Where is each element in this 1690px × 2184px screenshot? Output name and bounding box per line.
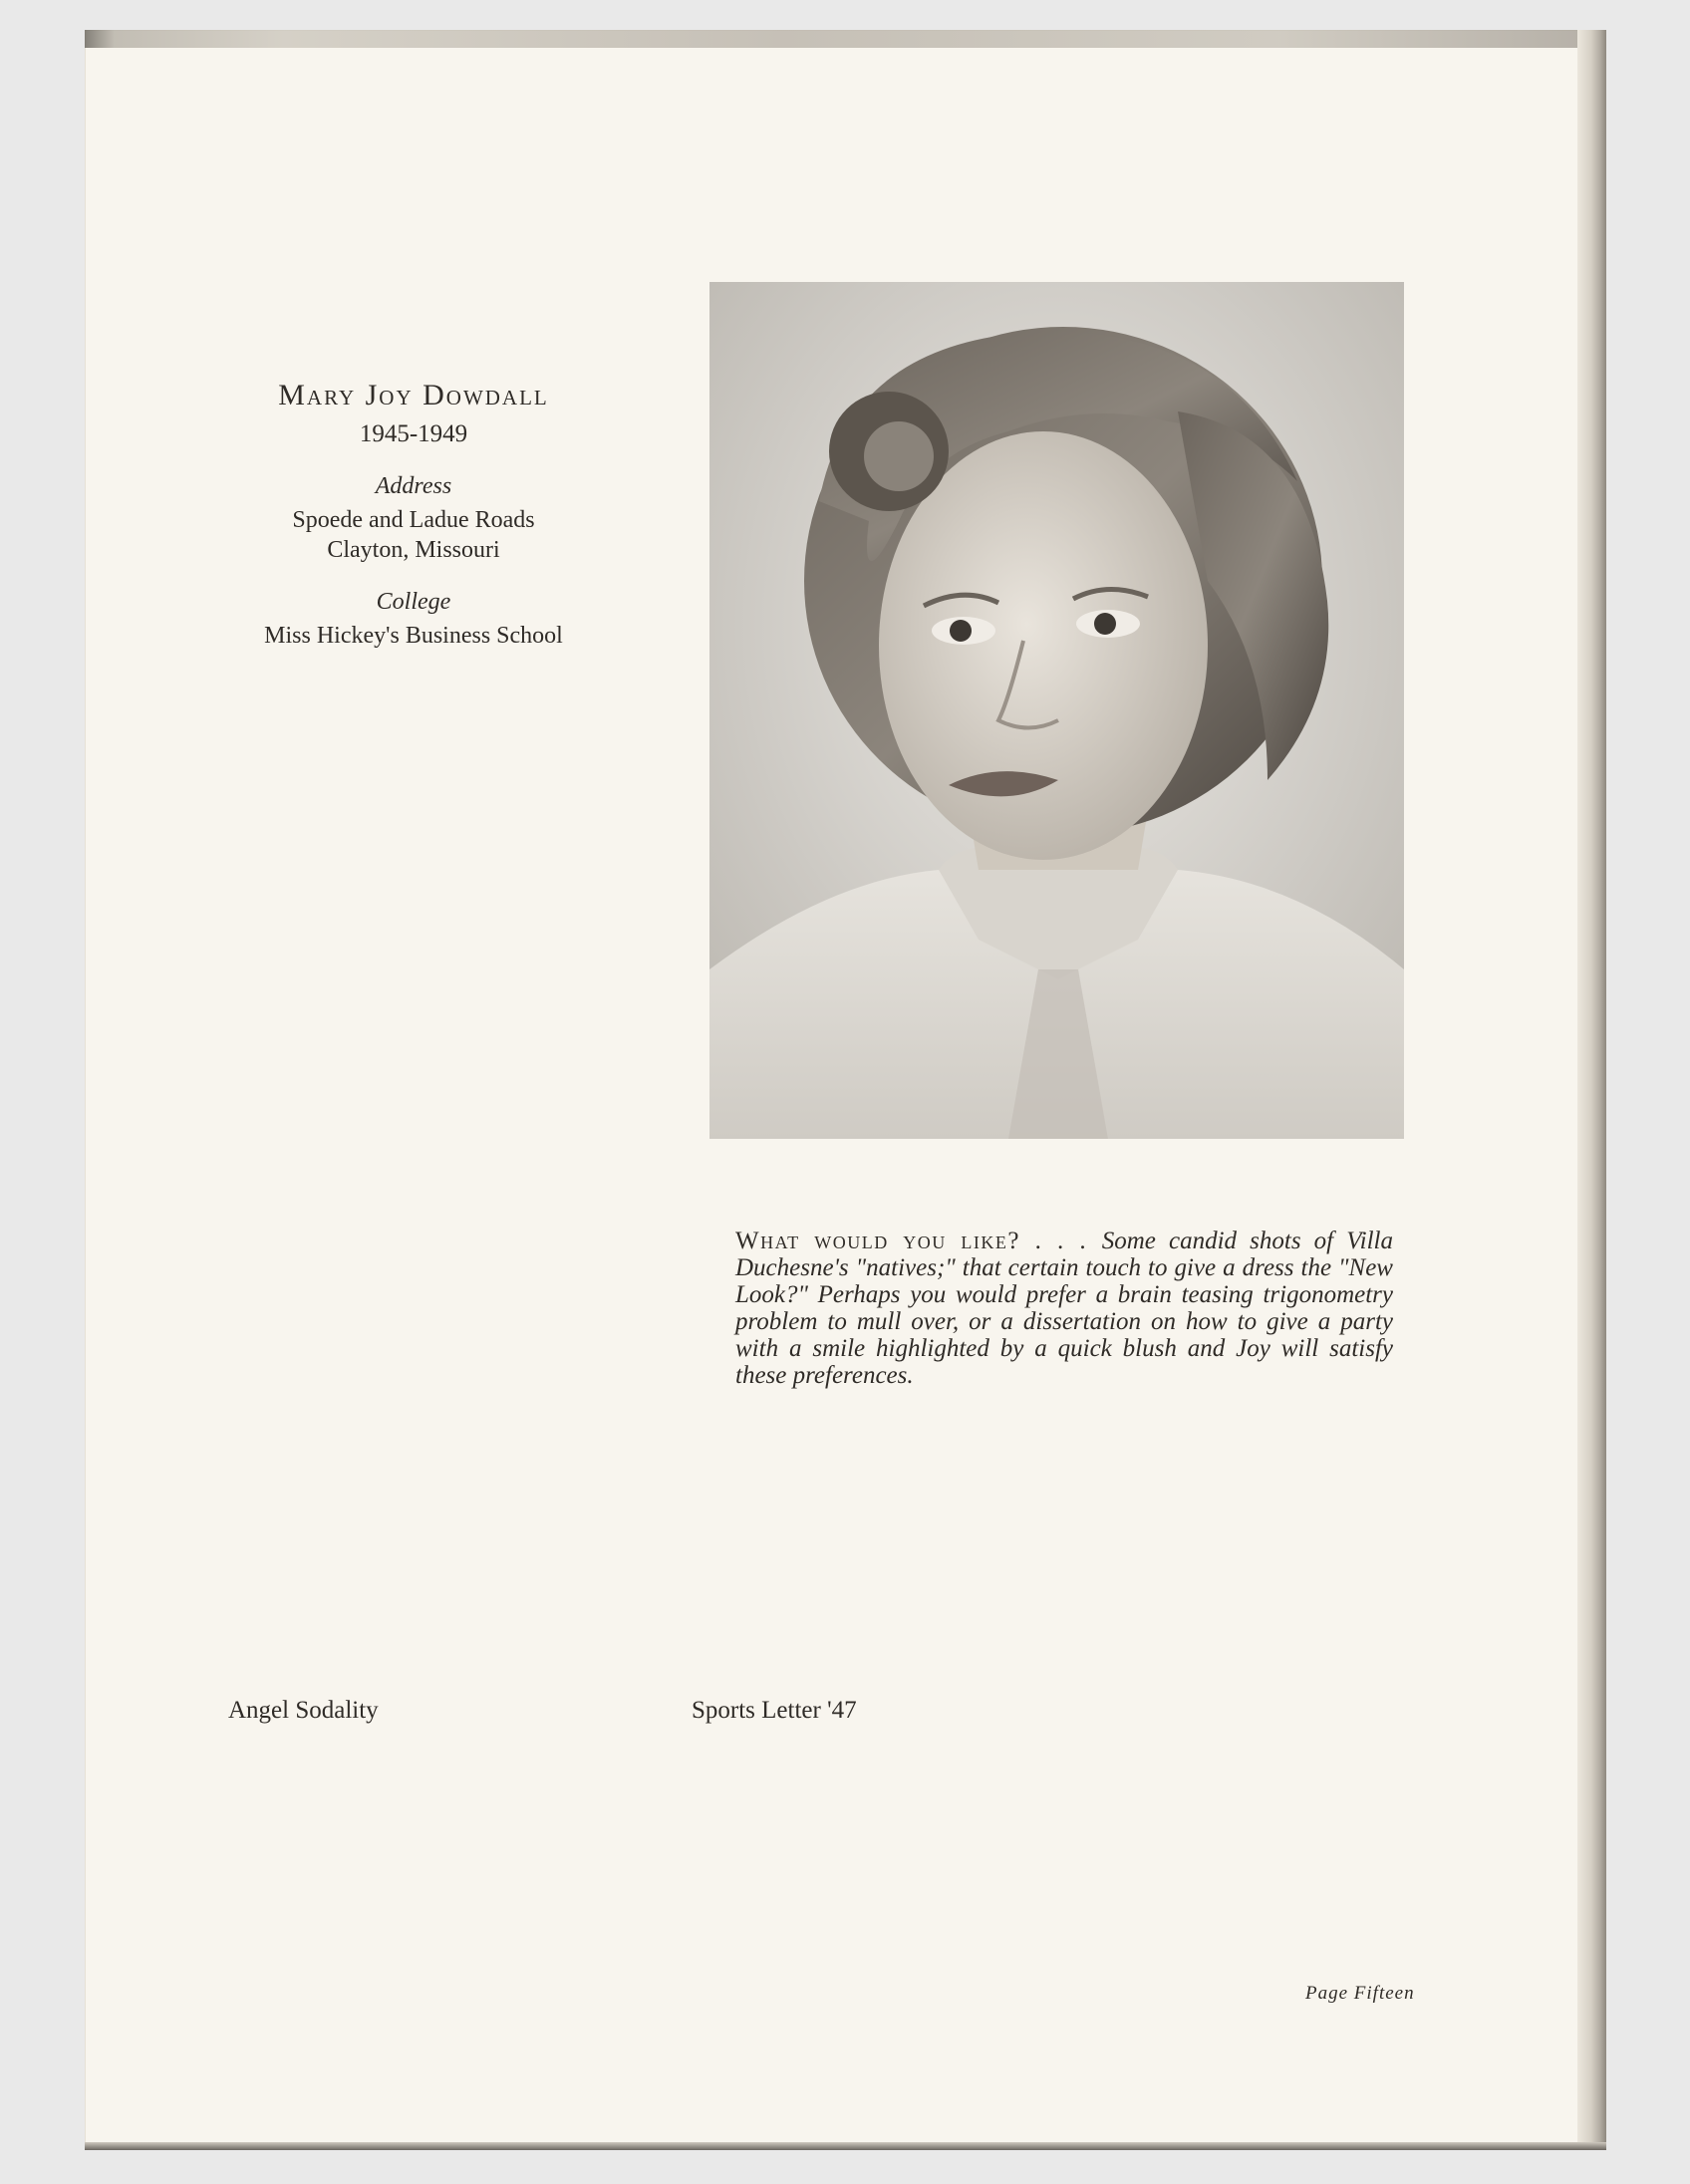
activity-left: Angel Sodality bbox=[228, 1697, 379, 1724]
page-bottom-edge bbox=[85, 2142, 1606, 2150]
page-number: Page Fifteen bbox=[1305, 1983, 1415, 2004]
student-info bbox=[229, 377, 598, 651]
student-name: Mary Joy Dowdall bbox=[278, 379, 549, 411]
address-line-2: Clayton, Missouri bbox=[327, 536, 500, 563]
caption-body: Some candid shots of Villa Duchesne's "natives;" that certain touch to give a dress the "New Look?" Perhaps you would prefer a brain teasing trigonometry problem to mull over, or a dissertation on how to give a party with a smile highlighted by a quick blush and Joy will satisfy these preferences. bbox=[735, 1228, 1394, 1389]
page-right-edge bbox=[1577, 30, 1606, 2150]
student-portrait-photo bbox=[709, 282, 1404, 1139]
college-label: College bbox=[376, 588, 451, 615]
portrait-illustration bbox=[709, 282, 1404, 1139]
address-label: Address bbox=[375, 472, 452, 499]
page-top-edge bbox=[85, 30, 1606, 48]
student-caption bbox=[735, 1228, 1393, 1389]
activity-right: Sports Letter '47 bbox=[692, 1697, 857, 1724]
attendance-years: 1945-1949 bbox=[359, 419, 468, 447]
caption-lead: What would you like? . . . bbox=[735, 1228, 1102, 1254]
address-line-1: Spoede and Ladue Roads bbox=[292, 506, 535, 533]
college-name: Miss Hickey's Business School bbox=[264, 622, 563, 649]
